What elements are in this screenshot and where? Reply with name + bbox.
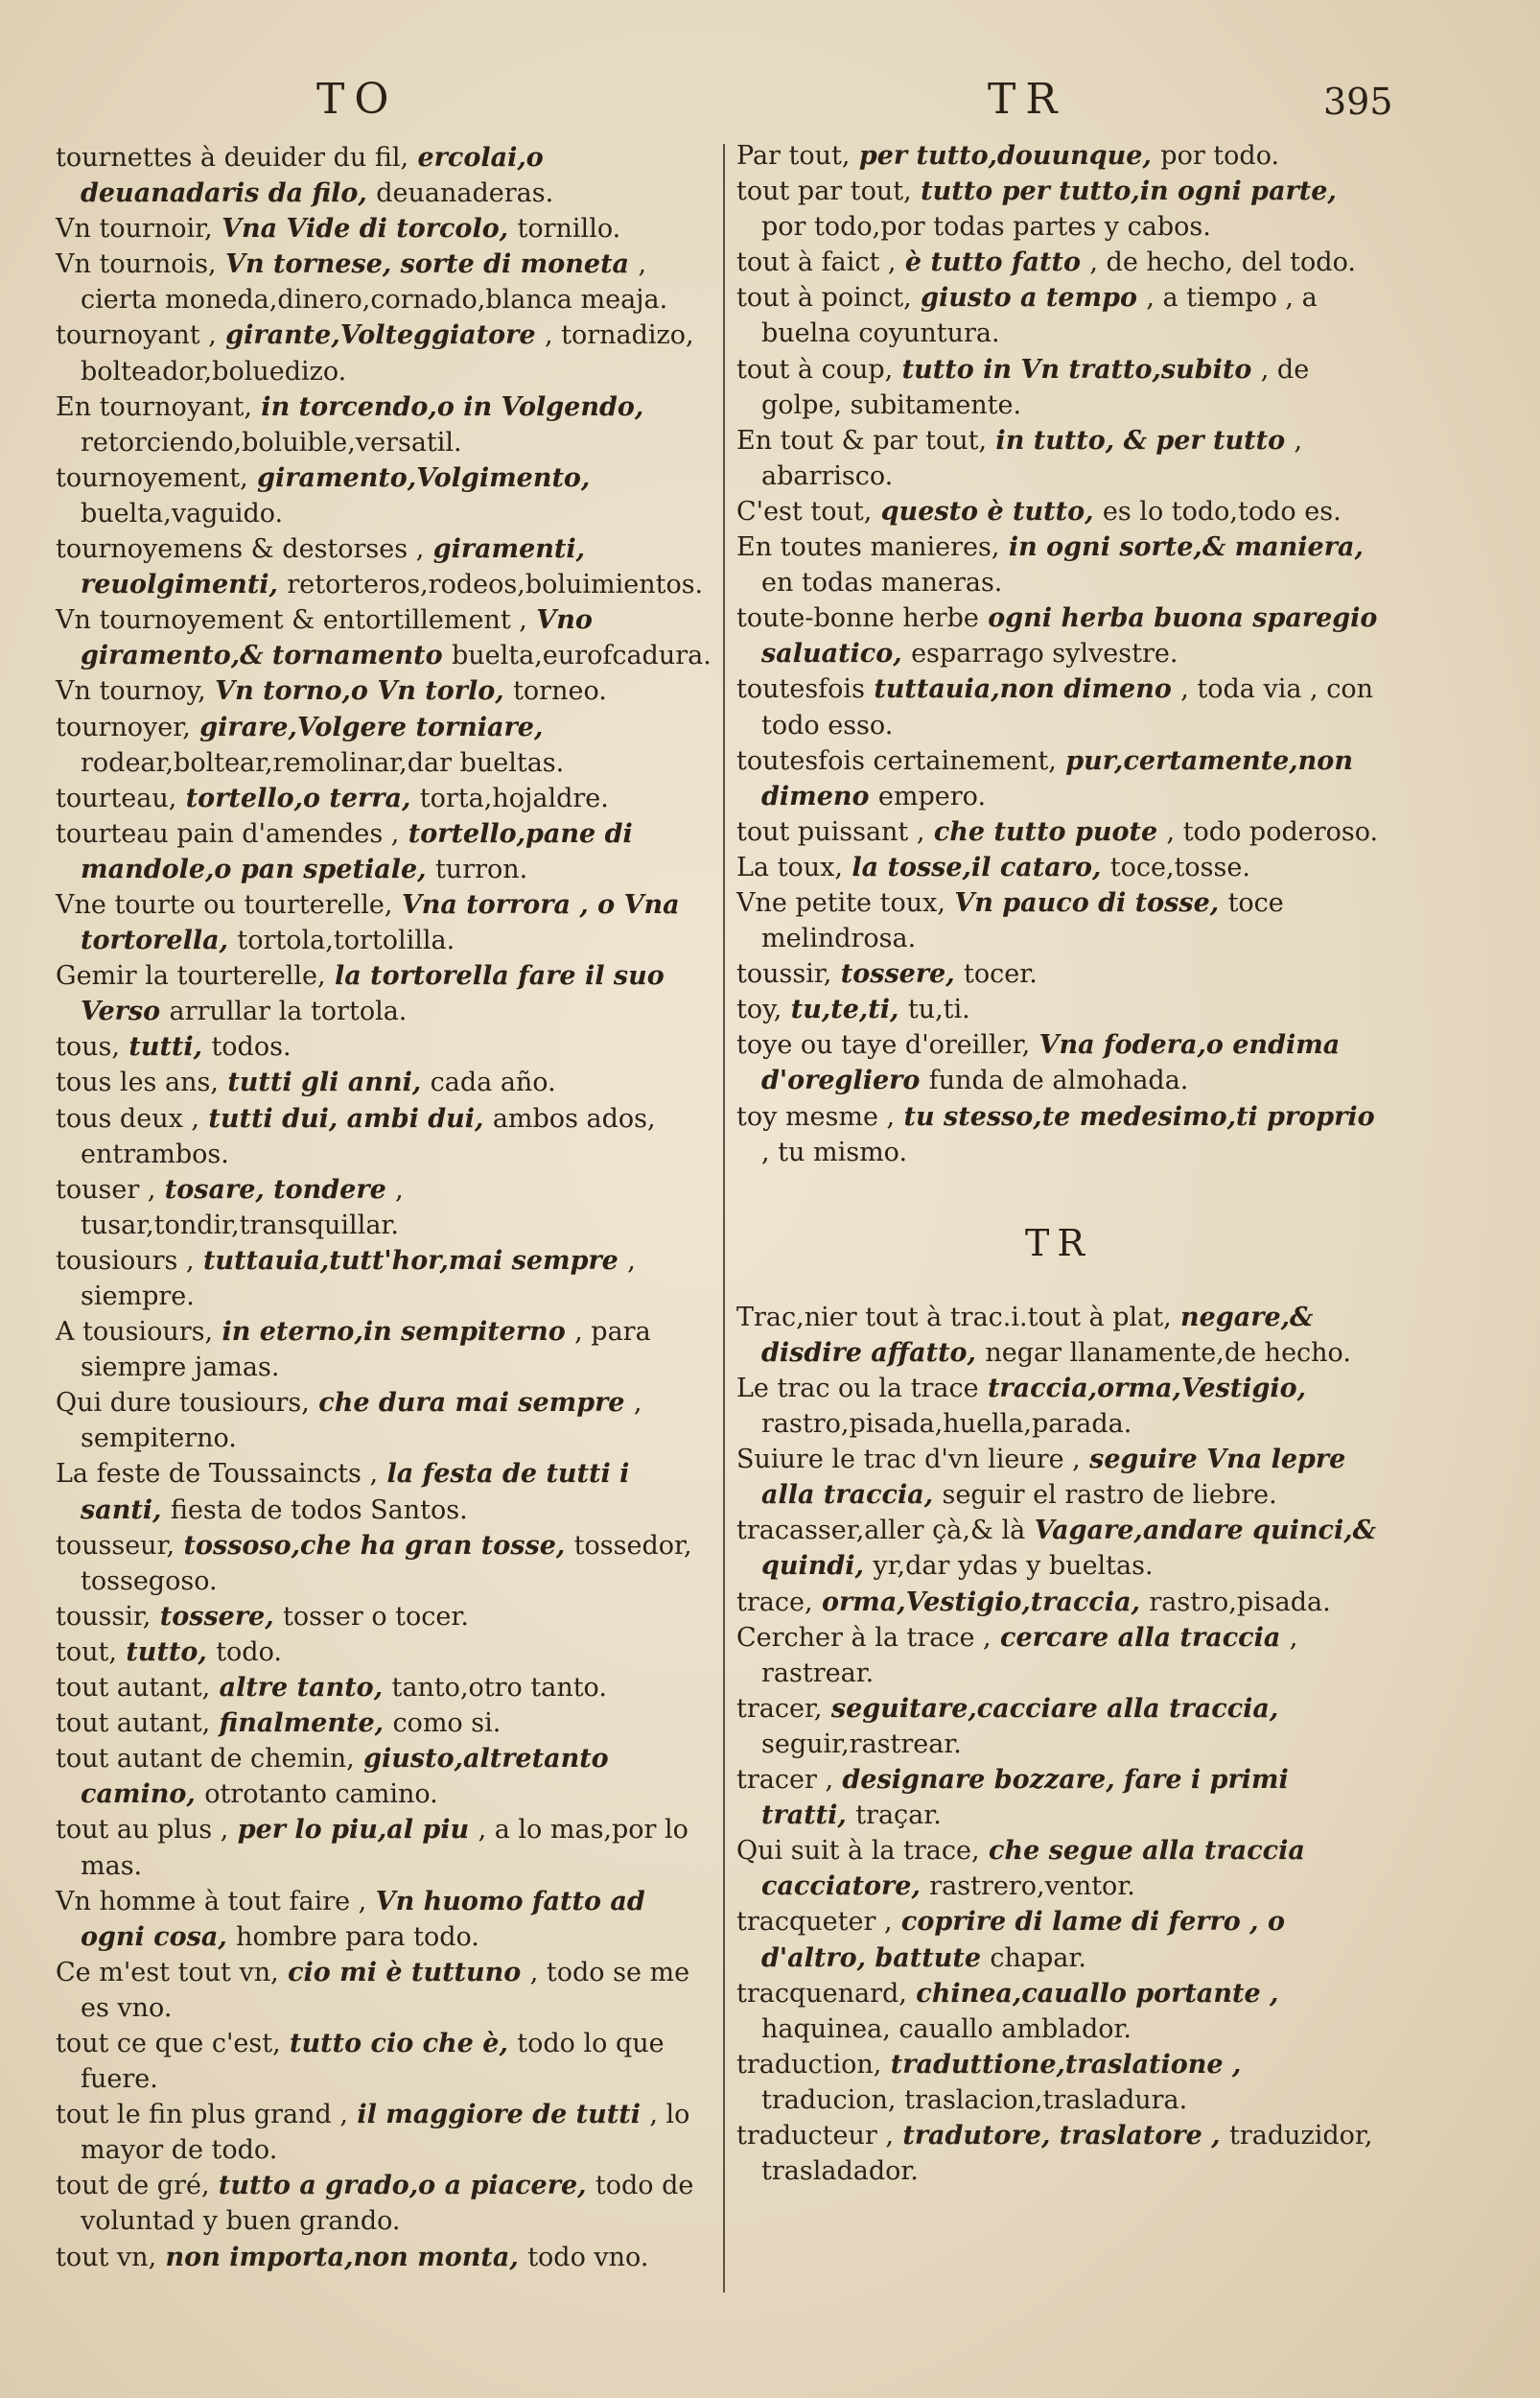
entry-spanish: toce melindrosa.: [761, 887, 1284, 954]
entry-headword: tout de gré,: [56, 2171, 210, 2201]
entry-headword: Vne tourte ou tourterelle,: [56, 889, 393, 920]
entry-spanish: traduzidor, trasladador.: [761, 2120, 1373, 2187]
entry-spanish: deuanaderas.: [376, 178, 554, 209]
dictionary-entry: [736, 1513, 1381, 1584]
dictionary-entry: [56, 389, 713, 460]
entry-headword: toutesfois: [736, 674, 865, 705]
dictionary-entry: [56, 1172, 713, 1243]
entry-spanish: tanto,otro tanto.: [391, 1673, 607, 1704]
entry-italian: traduttione,traslatione ,: [881, 2049, 1242, 2080]
dictionary-entry: [56, 1955, 713, 2026]
entry-headword: Ce m'est tout vn,: [56, 1957, 279, 1987]
header-middle: TR: [988, 75, 1067, 124]
entry-italian: designare bozzare, fare i primi tratti,: [761, 1765, 1289, 1831]
dictionary-entry: [56, 1741, 713, 1812]
dictionary-entry: [56, 211, 713, 247]
entry-headword: toute-bonne herbe: [736, 603, 979, 634]
entry-italian: in eterno,in sempiterno: [213, 1317, 575, 1348]
entry-headword: tout par tout,: [736, 176, 912, 207]
entry-headword: toussir,: [56, 1601, 152, 1632]
entry-italian: giramento,Volgimento,: [247, 462, 591, 493]
entry-italian: ogni herba buona sparegio saluatico,: [761, 603, 1378, 670]
entry-italian: orma,Vestigio,traccia,: [812, 1587, 1150, 1617]
entry-spanish: , de golpe, subitamente.: [761, 354, 1310, 420]
dictionary-entry: [56, 1243, 713, 1314]
entry-spanish: , siempre.: [81, 1245, 636, 1311]
entry-italian: tutti,: [119, 1032, 212, 1063]
entry-italian: girante,Volteggiatore: [216, 320, 545, 351]
entry-headword: tournoyant ,: [56, 320, 217, 351]
dictionary-entry: [56, 887, 713, 958]
entry-italian: Vna fodera,o endima d'oregliero: [761, 1030, 1341, 1096]
entry-spanish: hombre para todo.: [236, 1921, 479, 1952]
entry-italian: per tutto,douunque,: [850, 141, 1161, 171]
entry-spanish: , todo poderoso.: [1166, 816, 1379, 847]
entry-spanish: , rastrear.: [761, 1622, 1298, 1688]
dictionary-entry: [736, 1691, 1381, 1762]
dictionary-entry: [56, 2240, 713, 2275]
entry-italian: Vn huomo fatto ad ogni cosa,: [81, 1886, 645, 1952]
dictionary-entry: [56, 1670, 713, 1705]
entry-spanish: como si.: [392, 1708, 502, 1739]
entry-headword: toy mesme ,: [736, 1101, 896, 1132]
dictionary-entry: [56, 140, 713, 211]
entry-headword: tournettes à deuider du fil,: [56, 143, 409, 173]
entry-spanish: , de hecho, del todo.: [1089, 247, 1356, 278]
dictionary-entry: [56, 1599, 713, 1634]
dictionary-entry: [56, 1528, 713, 1599]
entry-italian: pur,certamente,non dimeno: [761, 745, 1353, 811]
entry-spanish: esparrago sylvestre.: [911, 639, 1178, 670]
entry-headword: Gemir la tourterelle,: [56, 961, 326, 992]
entry-italian: tuttauia,tutt'hor,mai sempre: [194, 1245, 628, 1276]
entry-spanish: , abarrisco.: [761, 425, 1303, 491]
entry-headword: toussir,: [736, 959, 832, 990]
dictionary-entry: [56, 1065, 713, 1100]
entry-headword: Vn homme à tout faire ,: [56, 1886, 367, 1916]
dictionary-entry: [736, 1762, 1381, 1833]
dictionary-entry: [736, 743, 1381, 814]
entry-headword: Cercher à la trace ,: [736, 1622, 992, 1653]
entry-headword: La feste de Toussaincts ,: [56, 1459, 379, 1490]
dictionary-entry: [56, 1884, 713, 1955]
entry-spanish: rastro,pisada,huella,parada.: [761, 1409, 1132, 1440]
entry-italian: finalmente,: [210, 1708, 393, 1739]
entry-italian: tuttauia,non dimeno: [864, 674, 1181, 705]
entry-spanish: en todas maneras.: [761, 568, 1003, 599]
dictionary-entry: [736, 1904, 1381, 1975]
entry-headword: Vn tournoir,: [56, 214, 213, 245]
entry-spanish: retorciendo,boluible,versatil.: [81, 427, 462, 458]
entry-spanish: , lo mayor de todo.: [81, 2100, 690, 2166]
entry-spanish: tornillo.: [517, 214, 621, 245]
entry-spanish: , tusar,tondir,transquillar.: [81, 1174, 404, 1240]
dictionary-entry: [736, 992, 1381, 1027]
entry-italian: cercare alla traccia: [991, 1622, 1290, 1653]
entry-italian: è tutto fatto: [896, 247, 1090, 278]
entry-headword: trace,: [736, 1587, 813, 1617]
running-header: [0, 75, 1540, 142]
dictionary-entry: [736, 2118, 1381, 2189]
entry-italian: giramenti, reuolgimenti,: [81, 534, 586, 600]
dictionary-entry: [736, 1833, 1381, 1904]
entry-headword: tracqueter ,: [736, 1907, 893, 1938]
entry-italian: la tosse,il cataro,: [842, 852, 1110, 882]
dictionary-entry: [56, 1634, 713, 1670]
entry-italian: Vn tornese, sorte di moneta: [216, 249, 639, 280]
entry-headword: traducteur ,: [736, 2120, 894, 2151]
entry-headword: toye ou taye d'oreiller,: [736, 1030, 1031, 1061]
dictionary-entry: [736, 600, 1381, 671]
entry-italian: negare,& disdire affatto,: [761, 1302, 1314, 1368]
entry-spanish: retorteros,rodeos,boluimientos.: [287, 570, 704, 600]
entry-headword: tous,: [56, 1032, 120, 1063]
entry-spanish: por todo,por todas partes y cabos.: [761, 212, 1211, 243]
entry-italian: tutto per tutto,in ogni parte,: [911, 176, 1337, 207]
dictionary-entry: [736, 885, 1381, 956]
entry-italian: tortello,o terra,: [176, 783, 420, 813]
entry-italian: Vna Vide di torcolo,: [212, 214, 518, 245]
entry-italian: non importa,non monta,: [156, 2242, 528, 2272]
entry-headword: tous deux ,: [56, 1103, 199, 1134]
entry-italian: coprire di lame di ferro , o d'altro, battute: [761, 1907, 1285, 1973]
entry-headword: traduction,: [736, 2049, 882, 2080]
entry-italian: in ogni sorte,& maniera,: [999, 532, 1364, 563]
entry-italian: tu,te,ti,: [782, 995, 908, 1025]
entry-spanish: , sempiterno.: [81, 1388, 642, 1454]
entry-headword: Vn tournois,: [56, 249, 217, 280]
entry-italian: chinea,cauallo portante ,: [906, 1978, 1279, 2009]
entry-italian: tosare, tondere: [155, 1174, 396, 1205]
dictionary-entry: [56, 710, 713, 781]
entry-headword: Qui suit à la trace,: [736, 1836, 980, 1867]
entry-headword: C'est tout,: [736, 496, 873, 527]
entry-spanish: todo vno.: [527, 2242, 649, 2272]
entry-italian: giusto,altretanto camino,: [81, 1744, 609, 1810]
entry-italian: seguitare,cacciare alla traccia,: [822, 1693, 1279, 1724]
dictionary-entry: [56, 2097, 713, 2168]
entry-spanish: tossedor, tossegoso.: [81, 1530, 692, 1596]
entry-headword: tout à coup,: [736, 354, 894, 385]
entry-headword: Qui dure tousiours,: [56, 1388, 310, 1419]
entry-italian: Vagare,andare quinci,& quindi,: [761, 1516, 1376, 1582]
entry-headword: tout à faict ,: [736, 247, 897, 278]
entry-spanish: traçar.: [855, 1800, 942, 1831]
entry-headword: Par tout,: [736, 141, 851, 171]
entry-italian: seguire Vna lepre alla traccia,: [761, 1445, 1346, 1511]
entry-spanish: rastrero,ventor.: [929, 1871, 1135, 1902]
dictionary-entry: [736, 280, 1381, 351]
entry-italian: Vn pauco di tosse,: [945, 887, 1228, 918]
entry-spanish: tocer.: [964, 959, 1038, 990]
dictionary-entry: [56, 673, 713, 709]
entry-spanish: todos.: [211, 1032, 292, 1063]
entry-headword: touser ,: [56, 1174, 156, 1205]
entry-spanish: todo lo que fuere.: [81, 2028, 665, 2095]
entry-headword: Vn tournoy,: [56, 676, 206, 707]
entry-italian: ercolai,o deuanadaris da filo,: [81, 143, 544, 209]
dictionary-entry: [736, 814, 1381, 850]
dictionary-entry: [56, 531, 713, 602]
entry-spanish: tosser o tocer.: [283, 1601, 469, 1632]
entry-spanish: yr,dar ydas y bueltas.: [873, 1551, 1154, 1582]
entry-headword: tout autant,: [56, 1708, 211, 1739]
entry-headword: En tournoyant,: [56, 391, 252, 422]
page-number: 395: [1323, 81, 1393, 123]
entry-spanish: negar llanamente,de hecho.: [985, 1337, 1351, 1368]
entry-headword: tracasser,aller çà,& là: [736, 1516, 1026, 1546]
dictionary-entry: [56, 958, 713, 1029]
entry-headword: En toutes manieres,: [736, 532, 1000, 563]
entry-italian: in tutto, & per tutto: [987, 425, 1295, 456]
entry-headword: tousseur,: [56, 1530, 175, 1561]
entry-headword: Suiure le trac d'vn lieure ,: [736, 1445, 1081, 1475]
entry-italian: tu stesso,te medesimo,ti proprio: [895, 1101, 1375, 1132]
entry-italian: tradutore, traslatore ,: [893, 2120, 1229, 2151]
entry-spanish: cada año.: [430, 1068, 556, 1098]
entry-spanish: buelta,eurofcadura.: [451, 641, 712, 671]
dictionary-entry: [56, 1812, 713, 1883]
entry-spanish: traducion, traslacion,trasladura.: [761, 2084, 1188, 2115]
entry-headword: tracquenard,: [736, 1978, 907, 2009]
entry-italian: che tutto puote: [924, 816, 1167, 847]
dictionary-entry: [56, 816, 713, 887]
dictionary-entry: [736, 1442, 1381, 1513]
header-left: TO: [316, 75, 399, 124]
entry-italian: Vno giramento,& tornamento: [81, 605, 593, 671]
entry-headword: tout puissant ,: [736, 816, 925, 847]
entry-headword: toy,: [736, 995, 782, 1025]
entry-spanish: haquinea, cauallo amblador.: [761, 2013, 1132, 2044]
entry-spanish: rastro,pisada.: [1149, 1587, 1331, 1617]
entry-spanish: arrullar la tortola.: [169, 997, 408, 1027]
entry-italian: cio mi è tuttuno: [278, 1957, 530, 1987]
entry-headword: tournoyement,: [56, 462, 248, 493]
entry-headword: tousiours ,: [56, 1245, 195, 1276]
entry-italian: girare,Volgere torniare,: [190, 712, 544, 742]
entry-spanish: torta,hojaldre.: [419, 783, 609, 813]
entry-italian: tortello,pane di mandole,o pan spetiale,: [81, 818, 633, 884]
entry-spanish: otrotanto camino.: [204, 1779, 438, 1810]
entry-spanish: torneo.: [513, 676, 607, 707]
dictionary-entry: [56, 781, 713, 816]
entry-headword: tout,: [56, 1636, 117, 1667]
entry-italian: traccia,orma,Vestigio,: [978, 1374, 1306, 1403]
entry-headword: toutesfois certainement,: [736, 745, 1057, 776]
dictionary-entry: [56, 1705, 713, 1741]
entry-italian: la festa de tutti i santi,: [81, 1459, 630, 1525]
entry-headword: tout ce que c'est,: [56, 2028, 281, 2058]
dictionary-entry: [736, 1027, 1381, 1098]
dictionary-entry: [736, 138, 1381, 174]
left-column: [56, 140, 713, 2275]
entry-spanish: toce,tosse.: [1109, 852, 1250, 882]
dictionary-entry: [736, 2047, 1381, 2118]
entry-spanish: buelta,vaguido.: [81, 498, 284, 529]
entry-headword: Vne petite toux,: [736, 887, 945, 918]
entry-spanish: es lo todo,todo es.: [1102, 496, 1342, 527]
entry-italian: la tortorella fare il suo Verso: [81, 961, 665, 1027]
entry-headword: tout autant de chemin,: [56, 1744, 355, 1775]
entry-italian: che dura mai sempre: [309, 1388, 634, 1419]
entry-italian: tossere,: [151, 1601, 284, 1632]
dictionary-entry: [736, 494, 1381, 529]
entry-spanish: todo de voluntad y buen grando.: [81, 2171, 694, 2237]
entry-headword: tracer ,: [736, 1765, 834, 1796]
dictionary-entry: [56, 2026, 713, 2097]
section-heading: TR: [1025, 1221, 1092, 1264]
entry-spanish: , toda via , con todo esso.: [761, 674, 1373, 741]
entry-spanish: seguir,rastrear.: [761, 1728, 962, 1759]
entry-headword: tourteau,: [56, 783, 177, 813]
entry-headword: tous les ans,: [56, 1068, 219, 1098]
entry-headword: tracer,: [736, 1693, 823, 1724]
entry-headword: tout à poinct,: [736, 283, 912, 314]
entry-italian: tossoso,che ha gran tosse,: [175, 1530, 574, 1561]
dictionary-entry: [736, 1099, 1381, 1170]
entry-spanish: tortola,tortolilla.: [237, 926, 455, 956]
dictionary-entry: [736, 1976, 1381, 2047]
entry-headword: tournoyemens & destorses ,: [56, 534, 425, 565]
entry-spanish: fiesta de todos Santos.: [170, 1494, 468, 1525]
right-column: [736, 138, 1381, 2189]
entry-headword: A tousiours,: [56, 1317, 214, 1348]
entry-italian: tutto in Vn tratto,subito: [893, 354, 1261, 385]
dictionary-entry: [736, 1585, 1381, 1620]
entry-spanish: por todo.: [1160, 141, 1280, 171]
entry-italian: tutto a grado,o a piacere,: [209, 2171, 595, 2201]
entry-headword: tout vn,: [56, 2242, 157, 2272]
entry-italian: tutti dui, ambi dui,: [198, 1103, 493, 1134]
entry-italian: per lo piu,al piu: [228, 1815, 478, 1846]
dictionary-entry: [56, 1385, 713, 1456]
entry-italian: questo è tutto,: [872, 496, 1103, 527]
dictionary-entry: [736, 245, 1381, 280]
entry-headword: tournoyer,: [56, 712, 191, 742]
dictionary-entry: [736, 529, 1381, 600]
dictionary-entry: [56, 317, 713, 388]
entry-headword: La toux,: [736, 852, 843, 882]
entry-spanish: turron.: [434, 854, 528, 884]
entry-spanish: tu,ti.: [907, 995, 970, 1025]
entry-spanish: , a lo mas,por lo mas.: [81, 1815, 688, 1881]
entry-italian: altre tanto,: [210, 1673, 392, 1704]
entry-italian: il maggiore de tutti: [347, 2100, 650, 2130]
dictionary-entry: [56, 1101, 713, 1172]
entry-italian: tutto cio che è,: [280, 2028, 518, 2058]
dictionary-entry: [56, 2168, 713, 2239]
dictionary-entry: [736, 1371, 1381, 1442]
column-divider: [723, 144, 725, 2292]
entry-headword: tout le fin plus grand ,: [56, 2100, 348, 2130]
entry-spanish: funda de almohada.: [928, 1066, 1189, 1096]
dictionary-entry: [736, 352, 1381, 423]
entry-italian: tutti gli anni,: [218, 1068, 431, 1098]
entry-spanish: , tornadizo, bolteador,boluedizo.: [81, 320, 694, 387]
dictionary-entry: [736, 1620, 1381, 1691]
dictionary-entry: [736, 423, 1381, 494]
entry-spanish: todo.: [216, 1636, 282, 1667]
dictionary-entry: [736, 956, 1381, 992]
entry-spanish: , cierta moneda,dinero,cornado,blanca meaja.: [81, 249, 668, 316]
dictionary-entry: [736, 174, 1381, 245]
dictionary-entry: [736, 1300, 1381, 1371]
entry-headword: Trac,nier tout à trac.i.tout à plat,: [736, 1302, 1172, 1332]
entry-spanish: rodear,boltear,remolinar,dar bueltas.: [81, 747, 565, 778]
entry-headword: tourteau pain d'amendes ,: [56, 818, 400, 849]
entry-italian: giusto a tempo: [911, 283, 1147, 314]
dictionary-entry: [736, 850, 1381, 885]
entry-italian: tutto,: [116, 1636, 217, 1667]
dictionary-entry: [56, 1029, 713, 1065]
entry-spanish: empero.: [877, 781, 987, 811]
entry-italian: che segue alla traccia cacciatore,: [761, 1836, 1305, 1902]
entry-headword: Vn tournoyement & entortillement ,: [56, 605, 527, 636]
entry-italian: Vna torrora , o Vna tortorella,: [81, 889, 680, 956]
entry-spanish: , para siempre jamas.: [81, 1317, 651, 1383]
entry-spanish: , a tiempo , a buelna coyuntura.: [761, 283, 1318, 349]
dictionary-entry: [56, 1314, 713, 1385]
dictionary-entry: [56, 1456, 713, 1527]
entry-spanish: , tu mismo.: [761, 1137, 908, 1167]
entry-italian: tossere,: [831, 959, 965, 990]
entry-headword: tout autant,: [56, 1673, 211, 1704]
right-column-entries: [736, 138, 1381, 1170]
entry-spanish: chapar.: [990, 1942, 1086, 1973]
entry-spanish: ambos ados, entrambos.: [81, 1103, 656, 1169]
dictionary-entry: [56, 602, 713, 673]
dictionary-entry: [56, 247, 713, 317]
right-column-section-entries: [736, 1300, 1381, 2189]
entry-spanish: , todo se me es vno.: [81, 1957, 690, 2023]
entry-spanish: seguir el rastro de liebre.: [942, 1480, 1277, 1511]
dictionary-entry: [56, 460, 713, 531]
entry-headword: tout au plus ,: [56, 1815, 229, 1846]
entry-italian: Vn torno,o Vn torlo,: [205, 676, 514, 707]
entry-italian: in torcendo,o in Volgendo,: [251, 391, 644, 422]
entry-headword: Le trac ou la trace: [736, 1374, 979, 1403]
entry-headword: En tout & par tout,: [736, 425, 988, 456]
dictionary-entry: [736, 671, 1381, 742]
